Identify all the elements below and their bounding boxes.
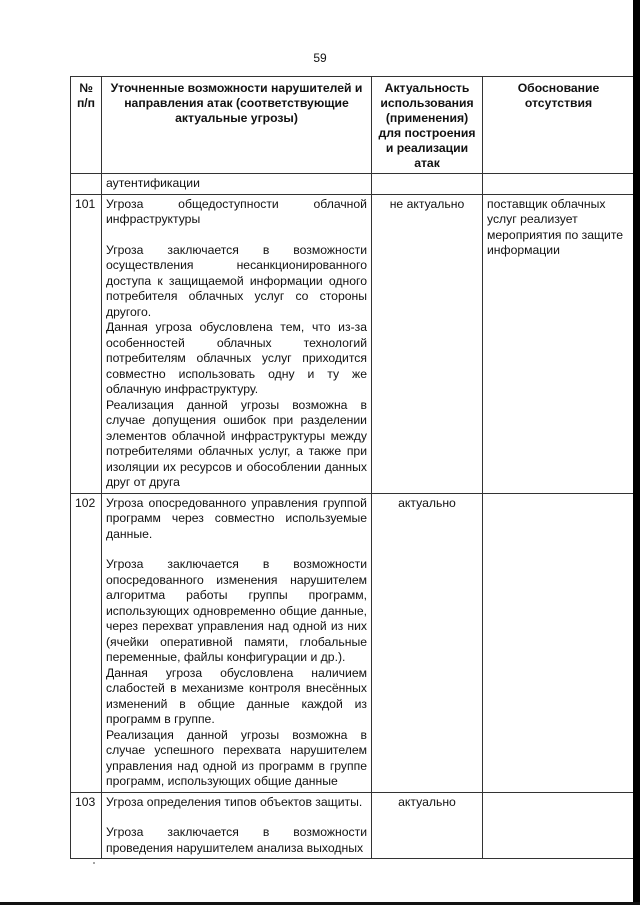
page-number: 59: [313, 51, 327, 65]
row-description: [102, 792, 372, 859]
threat-paragraph: Данная угроза обусловлена наличием слабостей в механизме контроля внесённых изменений в общие данные каждой из программ в группе.: [106, 665, 367, 726]
threat-paragraph: Угроза заключается в возможности опосредованного изменения нарушителем алгоритма работы группы программ, использующих одновременно общие данные, через перехват управления над одной из них (ячейки оперативной памяти, глобальные переменные, файлы конфигурации и др.).: [106, 557, 367, 664]
row-justification: поставщик облачных услуг реализует мероприятия по защите информации: [483, 194, 635, 493]
header-description: Уточненные возможности нарушителей и направления атак (соответствующие актуальные угрозы): [102, 77, 372, 174]
header-number: № п/п: [71, 77, 102, 174]
threat-title: Угроза определения типов объектов защиты.: [106, 794, 363, 809]
table-row-continuation: [71, 174, 635, 195]
table-header-row: [71, 77, 635, 174]
row-relevance: [372, 174, 483, 195]
row-relevance: актуально: [372, 792, 483, 859]
row-description: [102, 194, 372, 493]
table-row-103: [71, 792, 635, 859]
threat-paragraph: Реализация данной угрозы возможна в случае успешного перехвата нарушителем управления над одной из программ в группе программ, использующих общие данные: [106, 727, 367, 788]
table-row-101: [71, 194, 635, 493]
threat-paragraph: Данная угроза обусловлена тем, что из-за особенностей облачных технологий потребителям облачных услуг приходится совместно использовать одну и ту же облачную инфраструктуру.: [106, 320, 367, 396]
row-justification: [483, 792, 635, 859]
row-number: 102: [71, 493, 102, 792]
threats-table: [70, 76, 635, 859]
scan-speck: [93, 862, 95, 864]
threat-title: Угроза общедоступности облачной инфраструктуры: [106, 196, 367, 226]
threat-title: Угроза опосредованного управления группой программ через совместно используемые данные.: [106, 495, 367, 541]
scan-edge-border: [633, 0, 640, 905]
threat-paragraph: Реализация данной угрозы возможна в случае допущения ошибок при разделении элементов облачной инфраструктуры между потребителями облачных услуг, а также при изоляции их ресурсов и обособлении данных друг от друга: [106, 397, 367, 489]
row-number: [71, 174, 102, 195]
threat-paragraph: Угроза заключается в возможности проведения нарушителем анализа выходных: [106, 825, 367, 855]
row-justification: [483, 493, 635, 792]
threat-paragraph: Угроза заключается в возможности осуществления несанкционированного доступа к защищаемой информации одного потребителя облачных услуг со стороны другого.: [106, 242, 367, 319]
row-number: 103: [71, 792, 102, 859]
row-relevance: не актуально: [372, 194, 483, 493]
row-relevance: актуально: [372, 493, 483, 792]
row-description: аутентификации: [102, 174, 372, 195]
row-justification: [483, 174, 635, 195]
table-row-102: [71, 493, 635, 792]
row-description: [102, 493, 372, 792]
row-number: 101: [71, 194, 102, 493]
header-justification: Обоснование отсутствия: [483, 77, 635, 174]
header-relevance: Актуальность использования (применения) для построения и реализации атак: [372, 77, 483, 174]
